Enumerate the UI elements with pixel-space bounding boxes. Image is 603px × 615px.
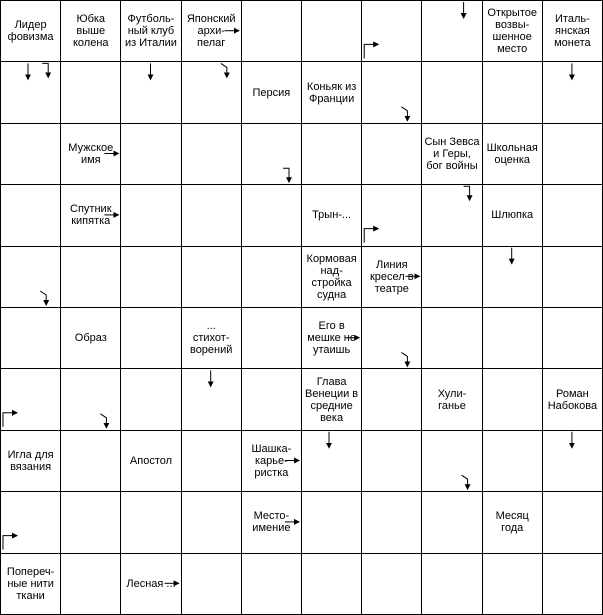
clue-cell: Персия — [252, 86, 291, 99]
clue-cell: Школьная оценка — [486, 141, 538, 166]
answer-cell[interactable] — [121, 492, 180, 552]
answer-cell[interactable] — [422, 247, 481, 307]
answer-cell[interactable] — [362, 124, 421, 184]
answer-cell[interactable] — [362, 62, 421, 122]
answer-cell[interactable] — [362, 369, 421, 429]
clue-cell: Лидер фовизма — [7, 19, 54, 44]
answer-cell[interactable] — [543, 62, 602, 122]
answer-cell[interactable] — [242, 185, 301, 245]
answer-cell[interactable] — [61, 554, 120, 614]
answer-cell[interactable] — [121, 62, 180, 122]
answer-cell[interactable] — [422, 431, 481, 491]
answer-cell[interactable] — [242, 247, 301, 307]
clue-cell: Место- имение — [252, 510, 291, 535]
clue-cell: Лесная ... — [126, 577, 176, 590]
answer-cell[interactable] — [182, 492, 241, 552]
answer-cell[interactable] — [1, 62, 60, 122]
answer-cell[interactable] — [543, 247, 602, 307]
clue-cell: Шлюпка — [491, 209, 534, 222]
answer-cell[interactable] — [422, 185, 481, 245]
clue-cell: Попереч- ные нити ткани — [6, 565, 55, 602]
answer-cell[interactable] — [242, 369, 301, 429]
answer-cell[interactable] — [483, 308, 542, 368]
answer-cell[interactable] — [61, 492, 120, 552]
answer-cell[interactable] — [182, 554, 241, 614]
answer-cell[interactable] — [483, 369, 542, 429]
clue-cell: Апостол — [129, 454, 173, 467]
answer-cell[interactable] — [61, 431, 120, 491]
answer-cell[interactable] — [302, 554, 361, 614]
answer-cell[interactable] — [242, 124, 301, 184]
clue-cell: Мужское имя — [68, 141, 114, 166]
answer-cell[interactable] — [362, 431, 421, 491]
answer-cell[interactable] — [362, 308, 421, 368]
answer-cell[interactable] — [121, 247, 180, 307]
clue-cell: Сын Зевса и Геры, бог войны — [424, 135, 480, 172]
answer-cell[interactable] — [483, 554, 542, 614]
clue-cell: Роман Набокова — [547, 387, 598, 412]
clue-cell: Открытое возвы- шенное место — [487, 7, 537, 56]
clue-cell: Месяц года — [495, 510, 529, 535]
answer-cell[interactable] — [1, 247, 60, 307]
clue-cell: Линия кресел в театре — [369, 258, 414, 295]
clue-cell: Трын-... — [312, 209, 352, 222]
answer-cell[interactable] — [302, 431, 361, 491]
answer-cell[interactable] — [483, 247, 542, 307]
answer-cell[interactable] — [483, 62, 542, 122]
answer-cell[interactable] — [242, 308, 301, 368]
answer-cell[interactable] — [362, 554, 421, 614]
answer-cell[interactable] — [543, 124, 602, 184]
answer-cell[interactable] — [121, 124, 180, 184]
clue-cell: Кормовая над- стройка судна — [306, 252, 357, 301]
answer-cell[interactable] — [61, 62, 120, 122]
answer-cell[interactable] — [422, 554, 481, 614]
answer-cell[interactable] — [121, 308, 180, 368]
answer-cell[interactable] — [543, 308, 602, 368]
answer-cell[interactable] — [362, 492, 421, 552]
answer-cell[interactable] — [302, 124, 361, 184]
answer-cell[interactable] — [1, 492, 60, 552]
answer-cell[interactable] — [1, 308, 60, 368]
answer-cell[interactable] — [182, 247, 241, 307]
answer-cell[interactable] — [242, 1, 301, 61]
answer-cell[interactable] — [182, 62, 241, 122]
answer-cell[interactable] — [483, 431, 542, 491]
clue-cell: Шашка- карье- ристка — [251, 442, 292, 479]
answer-cell[interactable] — [543, 431, 602, 491]
answer-cell[interactable] — [121, 185, 180, 245]
answer-cell[interactable] — [242, 554, 301, 614]
answer-cell[interactable] — [61, 369, 120, 429]
clue-cell: Юбка выше колена — [73, 13, 109, 50]
answer-cell[interactable] — [422, 62, 481, 122]
clue-cell: Глава Венеции в средние века — [305, 375, 359, 424]
answer-cell[interactable] — [543, 492, 602, 552]
clue-cell: Образ — [74, 332, 107, 345]
clue-cell: Его в мешке не утаишь — [307, 320, 356, 357]
answer-cell[interactable] — [302, 492, 361, 552]
clue-cell: Коньяк из Франции — [306, 80, 357, 105]
answer-cell[interactable] — [543, 554, 602, 614]
answer-cell[interactable] — [543, 185, 602, 245]
clue-cell: Италь- янская монета — [554, 13, 591, 50]
answer-cell[interactable] — [1, 124, 60, 184]
answer-cell[interactable] — [182, 431, 241, 491]
clue-cell: Футболь- ный клуб из Италии — [125, 13, 177, 50]
answer-cell[interactable] — [422, 492, 481, 552]
answer-cell[interactable] — [422, 308, 481, 368]
answer-cell[interactable] — [182, 369, 241, 429]
answer-cell[interactable] — [422, 1, 481, 61]
answer-cell[interactable] — [182, 124, 241, 184]
clue-cell: Японский архи- пелаг — [186, 13, 236, 50]
answer-cell[interactable] — [362, 1, 421, 61]
answer-cell[interactable] — [1, 185, 60, 245]
clue-cell: Хули- ганье — [437, 387, 467, 412]
answer-cell[interactable] — [121, 369, 180, 429]
answer-cell[interactable] — [302, 1, 361, 61]
answer-cell[interactable] — [182, 185, 241, 245]
clue-cell: Спутник кипятка — [70, 203, 112, 228]
answer-cell[interactable] — [1, 369, 60, 429]
clue-cell: Игла для вязания — [7, 448, 54, 473]
clue-cell: ... стихот- ворений — [189, 320, 233, 357]
answer-cell[interactable] — [61, 247, 120, 307]
answer-cell[interactable] — [362, 185, 421, 245]
